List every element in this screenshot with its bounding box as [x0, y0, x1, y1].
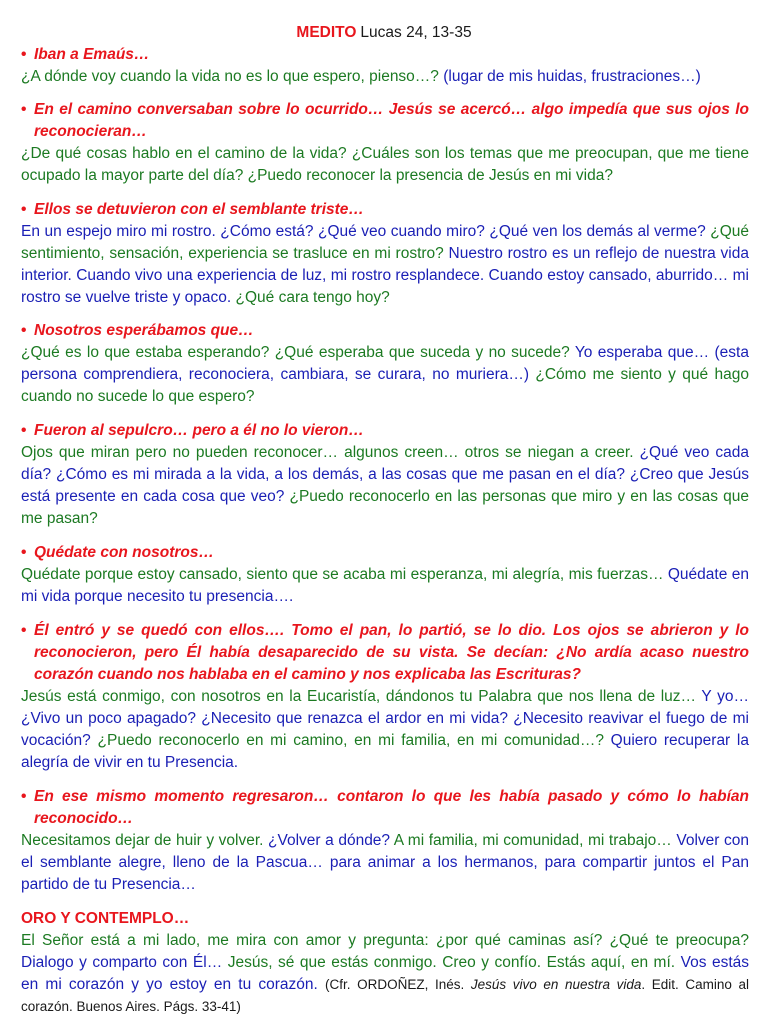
section-el-entro — [21, 620, 749, 774]
section-body: Ojos que miran pero no pueden reconocer… algunos creen… otros se niegan a creer. ¿Qué veo cada día? ¿Cómo es mi mirada a la vida, a los demás, a las cosas que me pasan en el día? ¿Creo que Jesús está presente en cada cosa que veo? ¿Puedo reconocerlo en las personas que miro y en las cosas que me pasan? — [21, 444, 749, 527]
oro-body: El Señor está a mi lado, me mira con amor y pregunta: ¿por qué caminas así? ¿Qué te preocupa? Dialogo y comparto con Él… Jesús, sé que estás conmigo. Creo y confío. Estás aquí, en mí. Vos estás en mi corazón y yo estoy en tu corazón. (Cfr. ORDOÑEZ, Inés. Jesús vivo en nuestra vida. Edit. Camino al corazón. Buenos Aires. Págs. 33-41) — [21, 932, 750, 1014]
section-fueron-al-sepulcro — [21, 420, 749, 530]
title-label: MEDITO — [296, 24, 357, 41]
section-heading: • Fueron al sepulcro… pero a él no lo vieron… — [21, 420, 749, 442]
bullet-icon: • — [21, 622, 27, 639]
section-body: ¿A dónde voy cuando la vida no es lo que espero, pienso…? (lugar de mis huidas, frustraciones…) — [21, 68, 701, 85]
section-body: ¿Qué es lo que estaba esperando? ¿Qué esperaba que suceda y no sucede? Yo esperaba que… (esta persona comprendiera, reconociera, cambiara, se curara, no muriera…) ¿Cómo me siento y qué hago cuando no sucede lo que espero? — [21, 344, 749, 405]
section-quedate — [21, 542, 749, 608]
title-reference: Lucas 24, 13-35 — [360, 24, 472, 41]
section-en-el-camino — [21, 99, 749, 187]
bullet-icon: • — [21, 422, 27, 439]
bullet-icon: • — [21, 46, 27, 63]
section-heading: • Quédate con nosotros… — [21, 542, 749, 564]
section-heading: • Nosotros esperábamos que… — [21, 320, 749, 342]
section-body: En un espejo miro mi rostro. ¿Cómo está? ¿Qué veo cuando miro? ¿Qué ven los demás al verme? ¿Qué sentimiento, sensación, experiencia se trasluce en mi rostro? Nuestro rostro es un reflejo de nuestra vida interior. Cuando vivo una experiencia de luz, mi rostro resplandece. Cuando estoy cansado, aburrido… mi rostro se vuelve triste y opaco. ¿Qué cara tengo hoy? — [21, 223, 749, 306]
bullet-icon: • — [21, 101, 27, 118]
section-heading: • Él entró y se quedó con ellos…. Tomo el pan, lo partió, se lo dio. Los ojos se abrieron y lo reconocieron, pero Él había desaparecido de su vista. Se decían: ¿No ardía acaso nuestro corazón cuando nos hablaba en el camino y nos explicaba las Escrituras? — [21, 622, 749, 683]
section-regresaron — [21, 786, 749, 896]
section-heading: • En el camino conversaban sobre lo ocurrido… Jesús se acercó… algo impedía que sus ojos lo reconocieran… — [21, 101, 749, 140]
section-body: ¿De qué cosas hablo en el camino de la vida? ¿Cuáles son los temas que me preocupan, que me tiene ocupado la mayor parte del día? ¿Puedo reconocer la presencia de Jesús en mi vida? — [21, 145, 749, 184]
section-body: Necesitamos dejar de huir y volver. ¿Volver a dónde? A mi familia, mi comunidad, mi trabajo… Volver con el semblante alegre, lleno de la Pascua… para animar a los hermanos, para compartir juntos el Pan partido de tu Presencia… — [21, 832, 749, 893]
section-iban-a-emaus — [21, 44, 749, 88]
bullet-icon: • — [21, 544, 27, 561]
section-heading: • Iban a Emaús… — [21, 44, 749, 66]
page-title — [0, 24, 768, 42]
section-semblante-triste — [21, 199, 749, 309]
citation: (Cfr. ORDOÑEZ, Inés. Jesús vivo en nuestra vida. Edit. Camino al corazón. Buenos Aires. Págs. 33-41) — [21, 977, 750, 1014]
section-oro-y-contemplo — [21, 908, 749, 1018]
section-body: Quédate porque estoy cansado, siento que se acaba mi esperanza, mi alegría, mis fuerzas… Quédate en mi vida porque necesito tu presencia…. — [21, 566, 749, 605]
section-heading: • Ellos se detuvieron con el semblante triste… — [21, 199, 749, 221]
bullet-icon: • — [21, 201, 27, 218]
section-heading: • En ese mismo momento regresaron… contaron lo que les había pasado y cómo lo habían reconocido… — [21, 788, 749, 827]
bullet-icon: • — [21, 322, 27, 339]
section-nosotros-esperabamos — [21, 320, 749, 408]
oro-heading: ORO Y CONTEMPLO… — [21, 910, 190, 927]
bullet-icon: • — [21, 788, 27, 805]
section-body: Jesús está conmigo, con nosotros en la Eucaristía, dándonos tu Palabra que nos llena de luz… Y yo… ¿Vivo un poco apagado? ¿Necesito que renazca el ardor en mi vida? ¿Necesito reavivar el fuego de mi vocación? ¿Puedo reconocerlo en mi camino, en mi familia, en mi comunidad…? Quiero recuperar la alegría de vivir en tu Presencia. — [21, 688, 749, 771]
